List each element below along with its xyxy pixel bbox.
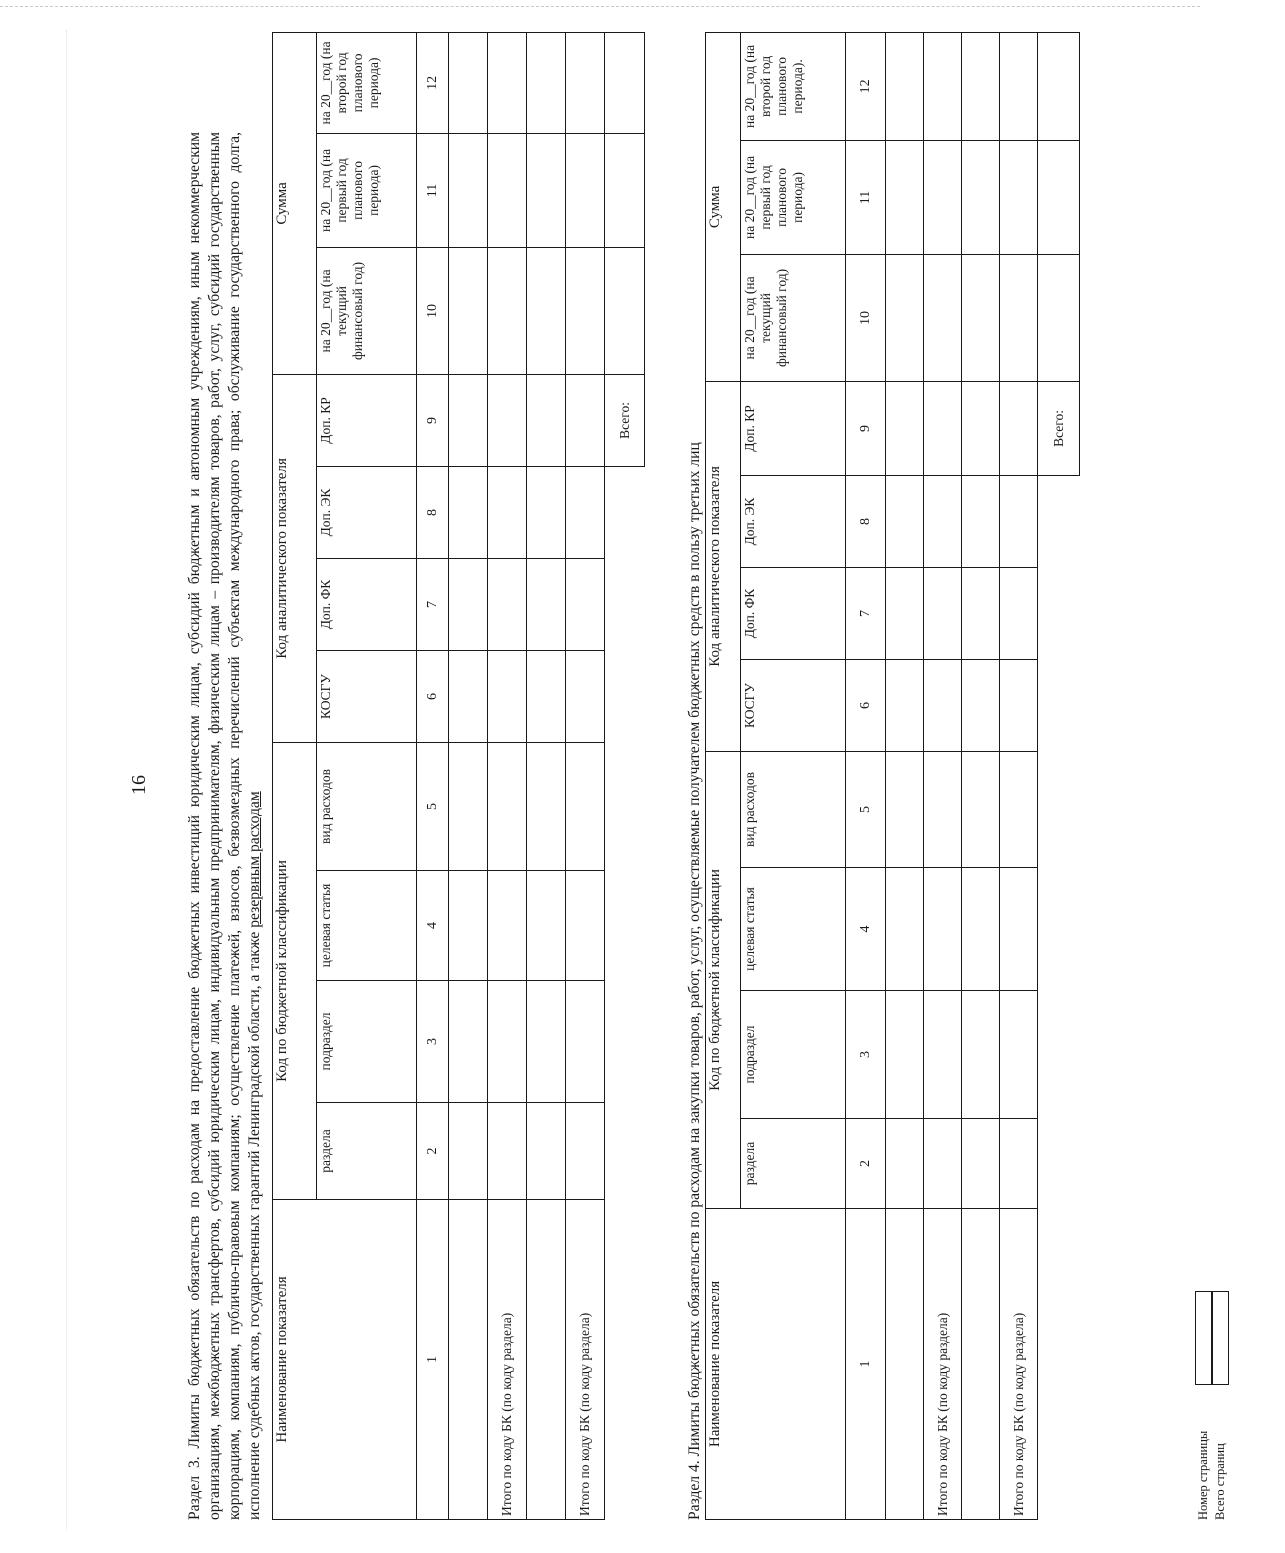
dop-fk-header: Доп. ФК bbox=[741, 567, 846, 659]
empty-cell bbox=[962, 567, 1000, 659]
table-row bbox=[449, 32, 488, 1519]
analytic-group-header: Код аналитического показателя bbox=[273, 374, 317, 742]
column-number: 4 bbox=[417, 871, 449, 981]
total-label: Всего: bbox=[1038, 381, 1080, 475]
bk-group-header: Код по бюджетной классификации bbox=[273, 742, 317, 1199]
column-number: 12 bbox=[417, 32, 449, 133]
empty-cell bbox=[924, 381, 962, 475]
empty-cell bbox=[924, 659, 962, 751]
empty-cell bbox=[924, 475, 962, 567]
total-value bbox=[605, 32, 645, 133]
sum-group-header: Сумма bbox=[706, 32, 741, 381]
empty-cell bbox=[527, 650, 566, 742]
empty-cell bbox=[962, 868, 1000, 991]
column-number: 2 bbox=[417, 1103, 449, 1200]
name-header: Наименование показателя bbox=[706, 1209, 846, 1520]
empty-cell bbox=[449, 466, 488, 558]
empty-cell bbox=[962, 751, 1000, 867]
empty-cell bbox=[1000, 32, 1038, 140]
empty-cell bbox=[527, 466, 566, 558]
dop-ek-header: Доп. ЭК bbox=[741, 475, 846, 567]
empty-cell bbox=[527, 32, 566, 133]
table-row bbox=[566, 32, 605, 1519]
section-4-table bbox=[705, 32, 1080, 1520]
empty-cell bbox=[488, 871, 527, 981]
empty-cell bbox=[449, 558, 488, 650]
rotated-page-content bbox=[185, 20, 1285, 1520]
empty-cell bbox=[527, 558, 566, 650]
year-first-header: на 20__год (на первый год планового периода) bbox=[317, 133, 417, 247]
empty-cell bbox=[566, 742, 605, 870]
empty-cell bbox=[924, 1119, 962, 1209]
empty-cell bbox=[527, 981, 566, 1103]
section-4-heading: Раздел 4. Лимиты бюджетных обязательств по расходам на закупки товаров, работ, услуг, осуществляемые получателем бюджетных средств в пользу третьих лиц bbox=[686, 442, 703, 1520]
empty-cell bbox=[566, 32, 605, 133]
section-3 bbox=[185, 41, 632, 1520]
name-header: Наименование показателя bbox=[273, 1200, 417, 1520]
total-value bbox=[1038, 254, 1080, 381]
empty-cell bbox=[886, 751, 924, 867]
empty-cell bbox=[924, 140, 962, 254]
empty-cell bbox=[886, 567, 924, 659]
empty-cell bbox=[527, 247, 566, 374]
empty-cell bbox=[449, 871, 488, 981]
empty-cell bbox=[886, 1209, 924, 1520]
podrazdel-header: подраздел bbox=[317, 981, 417, 1103]
empty-cell bbox=[566, 133, 605, 247]
empty-cell bbox=[488, 466, 527, 558]
empty-cell bbox=[566, 374, 605, 466]
analytic-group-header: Код аналитического показателя bbox=[706, 381, 741, 751]
empty-cell bbox=[527, 1103, 566, 1200]
sum-group-header: Сумма bbox=[273, 32, 317, 374]
total-value bbox=[605, 247, 645, 374]
table-row bbox=[488, 32, 527, 1519]
page-number-box bbox=[1195, 1291, 1212, 1385]
vid-header: вид расходов bbox=[741, 751, 846, 867]
empty-cell bbox=[449, 1103, 488, 1200]
empty-cell bbox=[1000, 1119, 1038, 1209]
itogo-label: Итого по коду БК (по коду раздела) bbox=[566, 1200, 605, 1520]
empty-cell bbox=[566, 558, 605, 650]
table-row bbox=[962, 32, 1000, 1519]
empty-cell bbox=[962, 381, 1000, 475]
celevaya-header: целевая статья bbox=[317, 871, 417, 981]
page-number-field bbox=[1195, 1291, 1212, 1520]
empty-cell bbox=[886, 868, 924, 991]
table-row bbox=[1000, 32, 1038, 1519]
page-number: 16 bbox=[128, 775, 150, 795]
column-number: 7 bbox=[846, 567, 886, 659]
total-value bbox=[1038, 32, 1080, 140]
total-pages-label: Всего страниц bbox=[1213, 1443, 1227, 1520]
column-number: 11 bbox=[417, 133, 449, 247]
empty-cell bbox=[886, 32, 924, 140]
razdela-header: раздела bbox=[741, 1119, 846, 1209]
empty-cell bbox=[924, 32, 962, 140]
total-row bbox=[1038, 32, 1080, 1519]
empty-cell bbox=[488, 32, 527, 133]
table-row bbox=[924, 32, 962, 1519]
kosgu-header: КОСГУ bbox=[317, 650, 417, 742]
empty-cell bbox=[488, 1103, 527, 1200]
dop-kr-header: Доп. КР bbox=[317, 374, 417, 466]
total-value bbox=[605, 133, 645, 247]
dop-ek-header: Доп. ЭК bbox=[317, 466, 417, 558]
empty-cell bbox=[488, 742, 527, 870]
empty-cell bbox=[962, 1209, 1000, 1520]
podrazdel-header: подраздел bbox=[741, 991, 846, 1119]
empty-cell bbox=[527, 742, 566, 870]
empty-cell bbox=[1000, 991, 1038, 1119]
celevaya-header: целевая статья bbox=[741, 868, 846, 991]
empty-cell bbox=[962, 1119, 1000, 1209]
itogo-label: Итого по коду БК (по коду раздела) bbox=[924, 1209, 962, 1520]
empty-cell bbox=[886, 1119, 924, 1209]
year-current-header: на 20__год (на текущий финансовый год) bbox=[741, 254, 846, 381]
column-number: 4 bbox=[846, 868, 886, 991]
empty-cell bbox=[449, 133, 488, 247]
empty-cell bbox=[566, 247, 605, 374]
empty-cell bbox=[1000, 381, 1038, 475]
year-second-header: на 20__год (на второй год планового периода) bbox=[317, 32, 417, 133]
page-number-label: Номер страницы bbox=[1196, 1430, 1210, 1520]
empty-cell bbox=[886, 991, 924, 1119]
total-label: Всего: bbox=[605, 374, 645, 466]
total-spacer bbox=[1038, 475, 1080, 1519]
empty-cell bbox=[566, 871, 605, 981]
section-3-heading-text: Раздел 3. Лимиты бюджетных обязательств по расходам на предоставление бюджетных инвестиций юридическим лицам, субсидий бюджетным и автономным учреждениям, иным некоммерческим организациям, межбюджетных трансфертов, субсидий юридическим лицам, индивидуальным предпринимателям, физическим лицам – производителям товаров, работ, услуг, субсидий государственным корпорациям, компаниям, публично-правовым компаниям; осуществление платежей, взносов, безвозмездных перечислений субъектам международного права; обслуживание государственного долга, исполнение судебных актов, государственных гарантий Ленинградской области, а также bbox=[186, 132, 263, 1520]
year-current-header: на 20__год (на текущий финансовый год) bbox=[317, 247, 417, 374]
empty-cell bbox=[488, 133, 527, 247]
empty-cell bbox=[488, 374, 527, 466]
empty-cell bbox=[886, 659, 924, 751]
column-number: 11 bbox=[846, 140, 886, 254]
empty-cell bbox=[924, 868, 962, 991]
empty-cell bbox=[886, 140, 924, 254]
empty-cell bbox=[1000, 475, 1038, 567]
empty-cell bbox=[488, 247, 527, 374]
empty-cell bbox=[449, 650, 488, 742]
total-pages-box bbox=[1212, 1291, 1229, 1385]
empty-cell bbox=[449, 247, 488, 374]
empty-cell bbox=[449, 1200, 488, 1520]
section-3-table bbox=[272, 32, 645, 1520]
section-3-heading-tail: резервным расходам bbox=[246, 791, 263, 928]
column-number: 2 bbox=[846, 1119, 886, 1209]
total-row bbox=[605, 32, 645, 1519]
column-number-row bbox=[417, 32, 449, 1519]
empty-cell bbox=[886, 254, 924, 381]
empty-cell bbox=[924, 254, 962, 381]
scan-top-edge bbox=[0, 0, 1200, 7]
column-number: 6 bbox=[846, 659, 886, 751]
column-number: 10 bbox=[846, 254, 886, 381]
column-number: 12 bbox=[846, 32, 886, 140]
year-first-header: на 20__год (на первый год планового периода) bbox=[741, 140, 846, 254]
total-value bbox=[1038, 140, 1080, 254]
empty-cell bbox=[1000, 751, 1038, 867]
empty-cell bbox=[962, 659, 1000, 751]
total-spacer bbox=[605, 466, 645, 1519]
empty-cell bbox=[962, 32, 1000, 140]
empty-cell bbox=[1000, 567, 1038, 659]
empty-cell bbox=[566, 466, 605, 558]
itogo-label: Итого по коду БК (по коду раздела) bbox=[488, 1200, 527, 1520]
column-number: 9 bbox=[417, 374, 449, 466]
column-number: 8 bbox=[417, 466, 449, 558]
empty-cell bbox=[962, 991, 1000, 1119]
column-number: 5 bbox=[417, 742, 449, 870]
empty-cell bbox=[924, 567, 962, 659]
empty-cell bbox=[1000, 254, 1038, 381]
empty-cell bbox=[962, 140, 1000, 254]
empty-cell bbox=[488, 558, 527, 650]
column-number-row bbox=[846, 32, 886, 1519]
dop-kr-header: Доп. КР bbox=[741, 381, 846, 475]
column-number: 9 bbox=[846, 381, 886, 475]
empty-cell bbox=[566, 981, 605, 1103]
column-number: 10 bbox=[417, 247, 449, 374]
vid-header: вид расходов bbox=[317, 742, 417, 870]
year-second-header: на 20__год (на второй год планового периода). bbox=[741, 32, 846, 140]
empty-cell bbox=[527, 374, 566, 466]
table-row bbox=[527, 32, 566, 1519]
section-3-heading bbox=[185, 132, 265, 1520]
empty-cell bbox=[527, 133, 566, 247]
column-number: 3 bbox=[846, 991, 886, 1119]
dop-fk-header: Доп. ФК bbox=[317, 558, 417, 650]
kosgu-header: КОСГУ bbox=[741, 659, 846, 751]
empty-cell bbox=[527, 1200, 566, 1520]
column-number: 5 bbox=[846, 751, 886, 867]
empty-cell bbox=[566, 1103, 605, 1200]
column-number: 1 bbox=[417, 1200, 449, 1520]
empty-cell bbox=[1000, 140, 1038, 254]
column-number: 1 bbox=[846, 1209, 886, 1520]
empty-cell bbox=[886, 381, 924, 475]
empty-cell bbox=[962, 475, 1000, 567]
empty-cell bbox=[449, 32, 488, 133]
column-number: 3 bbox=[417, 981, 449, 1103]
empty-cell bbox=[449, 981, 488, 1103]
page-footer bbox=[1195, 1291, 1229, 1520]
empty-cell bbox=[924, 751, 962, 867]
empty-cell bbox=[1000, 659, 1038, 751]
empty-cell bbox=[962, 254, 1000, 381]
empty-cell bbox=[488, 981, 527, 1103]
empty-cell bbox=[449, 374, 488, 466]
table-row bbox=[886, 32, 924, 1519]
column-number: 6 bbox=[417, 650, 449, 742]
section-4 bbox=[685, 44, 1066, 1520]
empty-cell bbox=[449, 742, 488, 870]
empty-cell bbox=[886, 475, 924, 567]
empty-cell bbox=[566, 650, 605, 742]
empty-cell bbox=[924, 991, 962, 1119]
total-pages-field bbox=[1212, 1291, 1229, 1520]
empty-cell bbox=[527, 871, 566, 981]
empty-cell bbox=[1000, 868, 1038, 991]
bk-group-header: Код по бюджетной классификации bbox=[706, 751, 741, 1208]
empty-cell bbox=[488, 650, 527, 742]
itogo-label: Итого по коду БК (по коду раздела) bbox=[1000, 1209, 1038, 1520]
razdela-header: раздела bbox=[317, 1103, 417, 1200]
scan-left-margin bbox=[66, 30, 67, 1530]
column-number: 8 bbox=[846, 475, 886, 567]
column-number: 7 bbox=[417, 558, 449, 650]
